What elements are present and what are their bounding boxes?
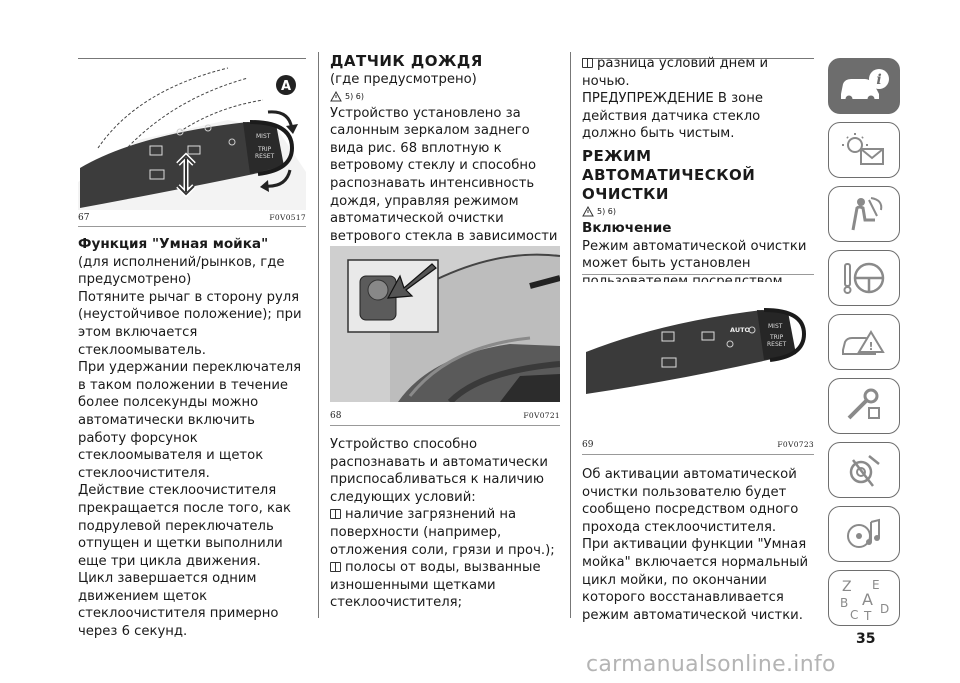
page-number: 35 <box>856 631 876 647</box>
rain-sensor-paragraph-2: Устройство способно распознавать и автоматически приспосабливаться к наличию следующих условий: <box>330 437 548 505</box>
wiper-stalk-pull-illustration <box>78 60 306 210</box>
seat-airbag-icon <box>839 194 889 234</box>
figure-68-caption <box>330 411 560 421</box>
tab-car-info[interactable] <box>828 58 900 114</box>
col1-paragraph-5: Цикл завершается одним движением щеток стеклоочистителя примерно через 6 секунд. <box>78 571 279 640</box>
tab-multimedia[interactable] <box>828 506 900 562</box>
figure-68-number: 68 <box>330 411 342 421</box>
tab-driving[interactable] <box>828 250 900 306</box>
index-letter-a: A <box>862 590 873 609</box>
watermark-text: carmanualsonline.info <box>586 652 836 677</box>
wiper-stalk-auto-illustration <box>582 282 814 432</box>
tab-warning-lights[interactable] <box>828 122 900 178</box>
auto-wipe-warning-numbers: 5) 6) <box>597 207 616 217</box>
index-letter-z: Z <box>842 579 852 595</box>
tab-maintenance[interactable] <box>828 378 900 434</box>
tab-specifications[interactable] <box>828 442 900 498</box>
rain-sensor-bullet-1 <box>330 506 562 559</box>
steering-wheel-icon <box>837 258 891 298</box>
index-letter-d: D <box>880 602 890 616</box>
col1-paragraph-1: (для исполнений/рынков, где предусмотрено) <box>78 254 285 288</box>
tab-emergency[interactable] <box>828 314 900 370</box>
figure-69 <box>582 282 814 432</box>
stalk-label-trip: TRIP <box>258 146 272 153</box>
svg-text:i: i <box>876 72 882 88</box>
column-2-text-bottom <box>330 436 562 612</box>
figure-67-caption <box>78 213 306 223</box>
figure-67-rule <box>78 226 306 227</box>
smart-wash-heading: Функция "Умная мойка" <box>78 236 269 252</box>
figure-68 <box>330 246 560 402</box>
index-letter-t: T <box>864 609 872 621</box>
col3-warning-text: ПРЕДУПРЕЖДЕНИЕ В зоне действия датчика стекло должно быть чистым. <box>582 91 763 142</box>
figure-69-code: F0V0723 <box>777 440 814 449</box>
rain-sensor-bullet-2-text: полосы от воды, вызванные изношенными щетками стеклоочистителя; <box>330 560 541 611</box>
svg-text:!: ! <box>868 340 874 353</box>
figure-69-number: 69 <box>582 440 594 450</box>
rain-sensor-paragraph-1: Устройство установлено за салонным зеркалом заднего вида рис. 68 вплотную к ветровому стеклу и способно распознавать интенсивность дождя, управляя режимом автоматической очистки ветрового стекла в зависимости <box>330 105 558 244</box>
book-bullet-icon <box>582 58 593 68</box>
auto-wipe-paragraph-2: Об активации автоматической очистки пользователю будет сообщено посредством одного прохода стеклоочистителя. <box>582 467 799 535</box>
warning-lights-icon <box>839 131 889 169</box>
column-divider-1 <box>318 52 319 618</box>
index-letter-e: E <box>872 578 880 592</box>
stalk-label-auto: AUTO <box>730 326 751 334</box>
column-1-text <box>78 236 306 641</box>
auto-wipe-paragraph-3: При активации функции "Умная мойка" включается нормальный цикл мойки, по окончании которого восстанавливается режим автоматической чистки. <box>582 537 809 623</box>
specs-icon <box>839 450 889 490</box>
auto-wipe-heading: РЕЖИМ АВТОМАТИЧЕСКОЙ ОЧИСТКИ <box>582 146 756 203</box>
index-letter-b: B <box>840 596 849 610</box>
auto-wipe-warning-ref <box>582 205 814 219</box>
col1-paragraph-3: При удержании переключателя в таком положении в течение более полсекунды можно автоматически включить работу форсунок стеклоомывателя и щеток стеклоочистителя. <box>78 360 302 481</box>
rain-sensor-heading: ДАТЧИК ДОЖДЯ <box>330 52 483 70</box>
stalk-label-mist: MIST <box>768 323 783 330</box>
figure-67 <box>78 60 306 210</box>
warning-triangle-icon <box>582 206 594 217</box>
index-icon <box>836 575 892 621</box>
tab-safety[interactable] <box>828 186 900 242</box>
stalk-label-mist: MIST <box>256 133 271 140</box>
figure-67-number: 67 <box>78 213 90 223</box>
col3-bullet-text: разница условий днем и ночью. <box>582 56 769 89</box>
warning-triangle-icon <box>330 91 342 102</box>
figure-68-code: F0V0721 <box>523 411 560 420</box>
book-bullet-icon <box>330 562 341 572</box>
rain-sensor-bullet-1-text: наличие загрязнений на поверхности (например, отложения соли, грязи и проч.); <box>330 507 555 558</box>
index-letter-c: C <box>850 608 859 621</box>
figure-69-caption <box>582 440 814 450</box>
book-bullet-icon <box>330 509 341 519</box>
figure-69-top-rule <box>582 274 814 275</box>
car-breakdown-icon <box>837 322 891 362</box>
figure-67-code: F0V0517 <box>269 213 306 222</box>
stalk-label-trip: TRIP <box>770 334 784 341</box>
stalk-label-reset: RESET <box>255 153 275 160</box>
tab-index[interactable] <box>828 570 900 626</box>
column-3-text-bottom <box>582 466 814 624</box>
rain-sensor-warning-numbers: 5) 6) <box>345 91 364 101</box>
callout-a-label: A <box>280 79 292 94</box>
figure-69-rule <box>582 454 814 455</box>
multimedia-icon <box>839 514 889 554</box>
rain-sensor-bullet-2 <box>330 559 562 612</box>
rain-sensor-warning-ref <box>330 90 562 104</box>
windscreen-rain-sensor-illustration <box>330 246 560 402</box>
figure-68-rule <box>330 425 560 426</box>
col1-paragraph-4: Действие стеклоочистителя прекращается после того, как подрулевой переключатель отпущен и щетки выполнили еще три цикла движения. <box>78 483 292 569</box>
stalk-label-reset: RESET <box>767 341 787 348</box>
auto-wipe-paragraph-1: Режим автоматической очистки может быть установлен <box>582 238 807 272</box>
rain-sensor-subheading: (где предусмотрено) <box>330 72 477 87</box>
top-rule-col1 <box>78 58 306 59</box>
col1-paragraph-2: Потяните рычаг в сторону руля (неустойчивое положение); при этом включается стеклоомыватель. <box>78 289 302 358</box>
column-divider-2 <box>570 52 571 618</box>
car-info-icon <box>835 66 893 106</box>
wrench-icon <box>839 386 889 426</box>
activation-subheading: Включение <box>582 219 672 236</box>
col3-bullet <box>582 55 814 90</box>
